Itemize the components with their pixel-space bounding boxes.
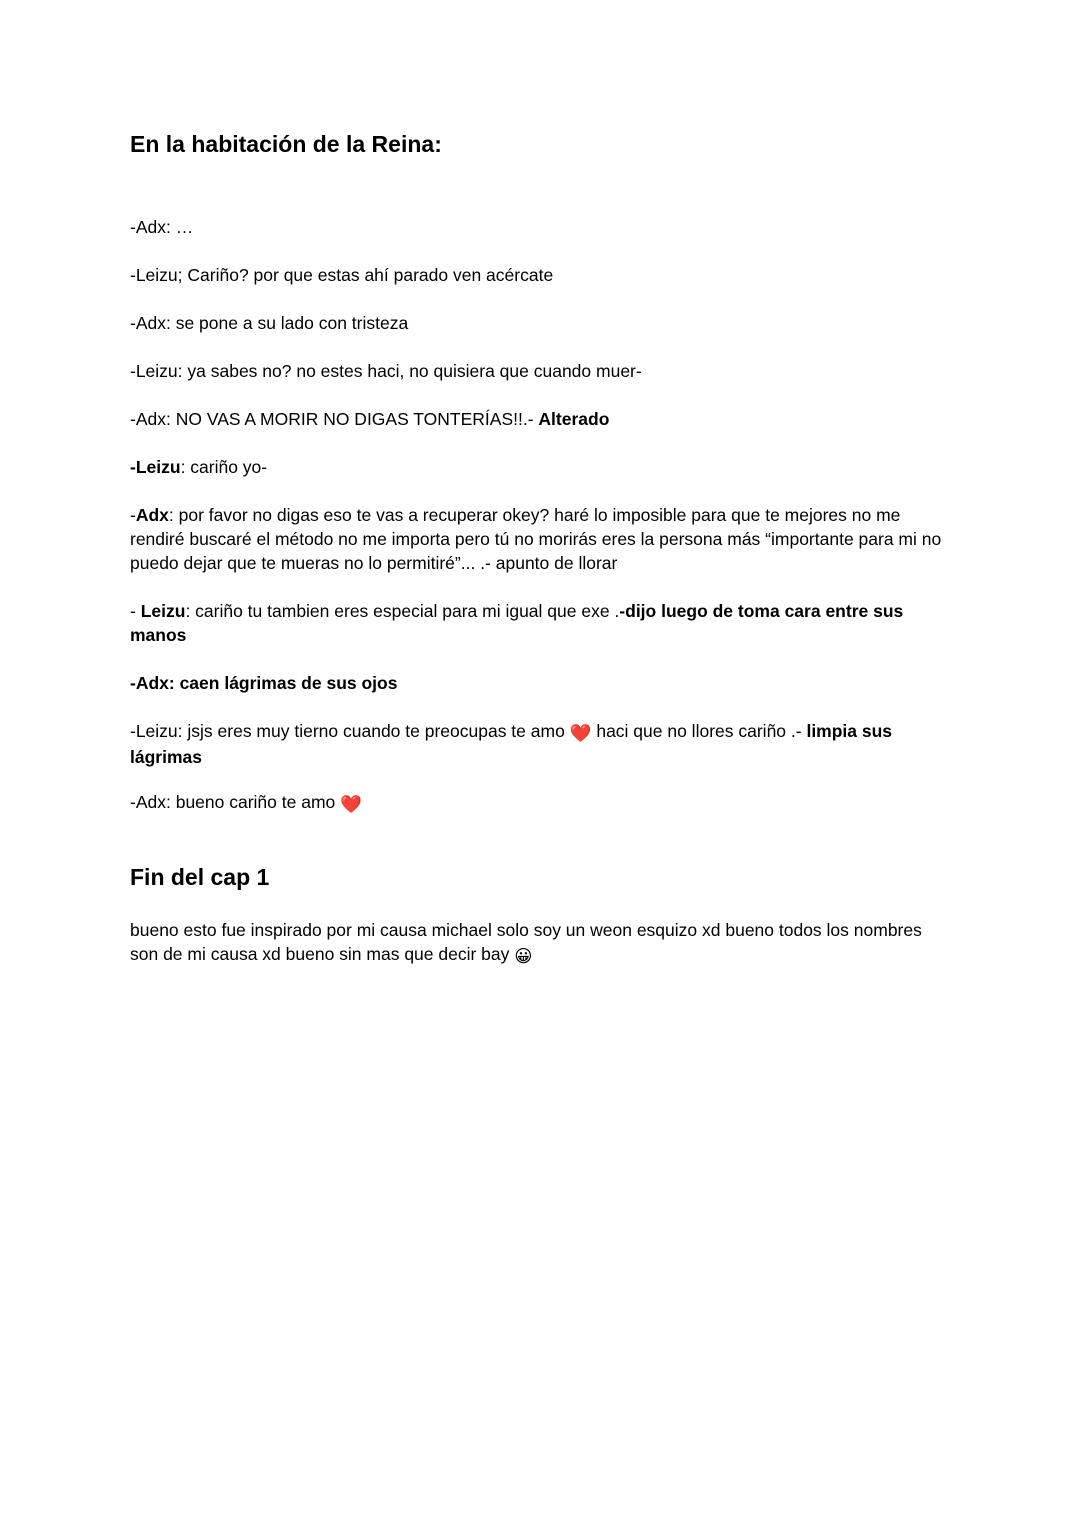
text-segment: -Adx: se pone a su lado con tristeza — [130, 313, 409, 333]
dialogue-line — [130, 215, 950, 239]
text-segment: - — [130, 601, 141, 621]
text-segment: haci que no llores cariño .- — [591, 721, 807, 741]
text-segment: -Leizu: ya sabes no? no estes haci, no quisiera que cuando muer- — [130, 361, 642, 381]
smiley-emoji-icon: 😀 — [514, 946, 533, 966]
text-segment: : cariño tu tambien eres especial para mi igual que exe . — [185, 601, 620, 621]
text-segment: -Adx: NO VAS A MORIR NO DIGAS TONTERÍAS!!.- — [130, 409, 539, 429]
text-segment: -Adx: bueno cariño te amo — [130, 792, 341, 812]
dialogue-line — [130, 359, 950, 383]
bold-text: -Adx: caen lágrimas de sus ojos — [130, 673, 398, 693]
heart-emoji-icon: ❤️ — [340, 794, 362, 814]
text-segment: - — [130, 505, 136, 525]
closing-note — [130, 918, 950, 968]
dialogue-line — [130, 719, 950, 769]
chapter-end-heading: Fin del cap 1 — [130, 864, 270, 890]
dialogue-line — [130, 790, 950, 816]
dialogue-line — [130, 311, 950, 335]
text-segment: : por favor no digas eso te vas a recuperar okey? haré lo imposible para que te mejores no me rendiré buscaré el método no me importa pero tú no morirás eres la persona más “importante para mi no puedo dejar que te mueras no lo permitiré”... .- apunto de llorar — [130, 505, 942, 573]
dialogue-line — [130, 407, 950, 431]
bold-text: limpia sus lágrimas — [130, 721, 893, 767]
dialogue-line — [130, 599, 950, 647]
heart-emoji-icon: ❤️ — [569, 723, 592, 743]
dialogue-line — [130, 455, 950, 479]
bold-text: Leizu — [140, 601, 186, 621]
text-segment: -Adx: … — [130, 217, 194, 237]
bold-text: Adx — [135, 505, 169, 525]
text-segment: : cariño yo- — [180, 457, 268, 477]
bold-text: -dijo luego de toma cara entre sus manos — [130, 601, 904, 645]
text-segment: bueno esto fue inspirado por mi causa michael solo soy un weon esquizo xd bueno todos los nombres son de mi causa xd bueno sin mas que decir bay — [130, 920, 922, 964]
text-segment: -Leizu; Cariño? por que estas ahí parado ven acércate — [130, 265, 554, 285]
bold-text: -Leizu — [130, 457, 181, 477]
section-heading: En la habitación de la Reina: — [130, 131, 442, 157]
dialogue-line — [130, 503, 950, 575]
bold-text: Alterado — [538, 409, 610, 429]
text-segment: -Leizu: jsjs eres muy tierno cuando te preocupas te amo — [130, 721, 570, 741]
dialogue-line — [130, 671, 950, 695]
dialogue-line — [130, 263, 950, 287]
